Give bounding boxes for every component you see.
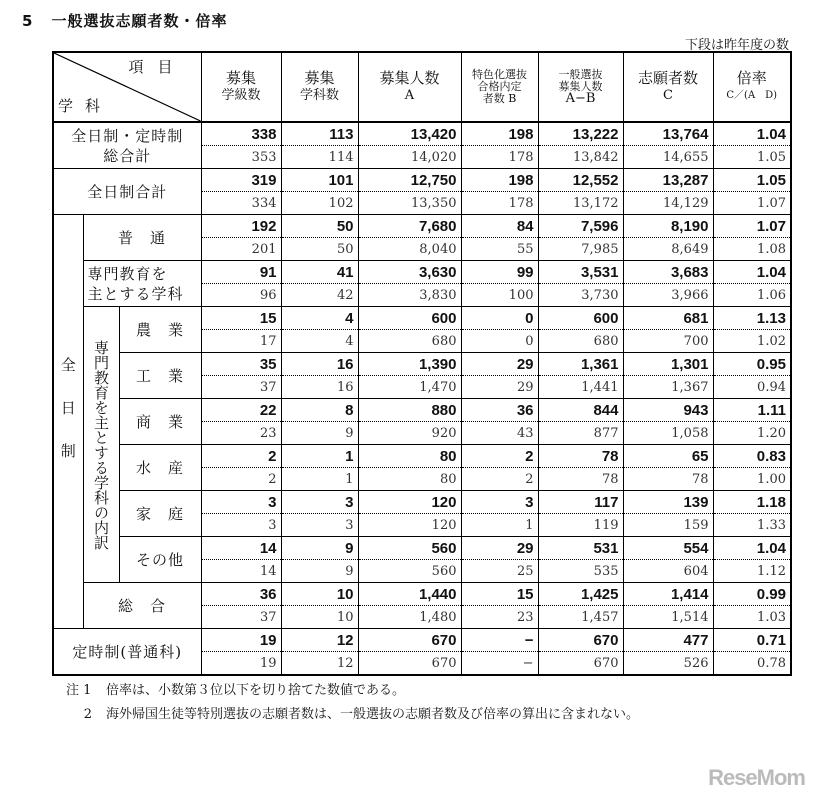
- current-value: 19: [201, 629, 281, 652]
- current-value: 36: [201, 583, 281, 606]
- current-value: 65: [623, 445, 713, 468]
- current-value: 1.13: [713, 307, 791, 330]
- previous-value: 1,470: [358, 376, 461, 399]
- lower-row-note: 下段は昨年度の数: [684, 38, 789, 53]
- column-header-top: 志願者数: [637, 69, 698, 87]
- current-value: 50: [281, 215, 358, 238]
- current-value: 4: [281, 307, 358, 330]
- current-value: 681: [623, 307, 713, 330]
- previous-value: 114: [281, 146, 358, 169]
- previous-value: 78: [538, 468, 623, 491]
- column-header-bottom: A: [404, 88, 415, 103]
- column-header: [623, 52, 713, 122]
- previous-value: 14: [201, 560, 281, 583]
- previous-value: 3: [201, 514, 281, 537]
- previous-value: 14,655: [623, 146, 713, 169]
- current-value: 600: [538, 307, 623, 330]
- section-title: [22, 10, 227, 31]
- previous-value: 920: [358, 422, 461, 445]
- previous-value: 17: [201, 330, 281, 353]
- group-specialized-breakdown: 専門教育を主とする学科の内訳: [83, 307, 119, 583]
- current-value: 29: [461, 353, 538, 376]
- section-title-text: 一般選抜志願者数・倍率: [51, 12, 228, 30]
- table-row-current: [53, 169, 791, 192]
- previous-value: 9: [281, 422, 358, 445]
- previous-value: 1.03: [713, 606, 791, 629]
- row-label: 水 産: [119, 445, 201, 491]
- group-fulltime: 全日制: [53, 215, 83, 629]
- current-value: 1: [281, 445, 358, 468]
- previous-value: 9: [281, 560, 358, 583]
- row-label: 全日制・定時制 総合計: [53, 122, 201, 169]
- current-value: 10: [281, 583, 358, 606]
- previous-value: 13,172: [538, 192, 623, 215]
- current-value: 8: [281, 399, 358, 422]
- row-label: 農 業: [119, 307, 201, 353]
- table-row-current: [53, 261, 791, 284]
- current-value: 99: [461, 261, 538, 284]
- previous-value: 1,058: [623, 422, 713, 445]
- previous-value: 670: [538, 652, 623, 676]
- row-label: 工 業: [119, 353, 201, 399]
- current-value: 198: [461, 169, 538, 192]
- previous-value: 119: [538, 514, 623, 537]
- column-header-top: 募集: [225, 69, 256, 87]
- table-row-current: [53, 491, 791, 514]
- current-value: 3: [461, 491, 538, 514]
- current-value: 670: [538, 629, 623, 652]
- previous-value: 80: [358, 468, 461, 491]
- current-value: 12,750: [358, 169, 461, 192]
- current-value: 1.04: [713, 122, 791, 146]
- previous-value: 14,020: [358, 146, 461, 169]
- previous-value: 1.20: [713, 422, 791, 445]
- table-row-current: [53, 445, 791, 468]
- current-value: 3,630: [358, 261, 461, 284]
- previous-value: 1,457: [538, 606, 623, 629]
- current-value: 8,190: [623, 215, 713, 238]
- previous-value: 700: [623, 330, 713, 353]
- previous-value: 25: [461, 560, 538, 583]
- current-value: 477: [623, 629, 713, 652]
- previous-value: 1.33: [713, 514, 791, 537]
- column-header: [358, 52, 461, 122]
- previous-value: 0.78: [713, 652, 791, 676]
- current-value: 13,420: [358, 122, 461, 146]
- current-value: 3: [201, 491, 281, 514]
- previous-value: 1,441: [538, 376, 623, 399]
- current-value: 91: [201, 261, 281, 284]
- footnotes: [66, 679, 639, 727]
- current-value: 9: [281, 537, 358, 560]
- previous-value: 23: [461, 606, 538, 629]
- previous-value: 100: [461, 284, 538, 307]
- previous-value: 8,040: [358, 238, 461, 261]
- current-value: 844: [538, 399, 623, 422]
- current-value: 1.04: [713, 537, 791, 560]
- previous-value: 680: [538, 330, 623, 353]
- current-value: 943: [623, 399, 713, 422]
- previous-value: 201: [201, 238, 281, 261]
- column-header: [461, 52, 538, 122]
- previous-value: 96: [201, 284, 281, 307]
- header-subject: 学科: [58, 97, 113, 115]
- column-header-bottom: C／(A D): [726, 90, 778, 101]
- row-label: 専門教育を 主とする学科: [83, 261, 201, 307]
- table-row-current: [53, 629, 791, 652]
- previous-value: 334: [201, 192, 281, 215]
- current-value: 0.83: [713, 445, 791, 468]
- current-value: −: [461, 629, 538, 652]
- current-value: 554: [623, 537, 713, 560]
- previous-value: 178: [461, 146, 538, 169]
- current-value: 1,361: [538, 353, 623, 376]
- table-row-current: [53, 399, 791, 422]
- current-value: 80: [358, 445, 461, 468]
- previous-value: 1,367: [623, 376, 713, 399]
- current-value: 12,552: [538, 169, 623, 192]
- column-header-bottom: 学級数: [221, 88, 261, 103]
- previous-value: 16: [281, 376, 358, 399]
- previous-value: 12: [281, 652, 358, 676]
- current-value: 41: [281, 261, 358, 284]
- column-header-top: 特色化選抜 合格内定 者数 B: [472, 68, 527, 105]
- section-number: 5: [22, 12, 34, 30]
- previous-value: 13,842: [538, 146, 623, 169]
- row-label: 商 業: [119, 399, 201, 445]
- previous-value: 670: [358, 652, 461, 676]
- previous-value: 1,514: [623, 606, 713, 629]
- row-label: 普 通: [83, 215, 201, 261]
- previous-value: 29: [461, 376, 538, 399]
- previous-value: 178: [461, 192, 538, 215]
- current-value: 1.07: [713, 215, 791, 238]
- current-value: 15: [461, 583, 538, 606]
- current-value: 0.71: [713, 629, 791, 652]
- previous-value: 7,985: [538, 238, 623, 261]
- row-label: 総 合: [83, 583, 201, 629]
- current-value: 198: [461, 122, 538, 146]
- current-value: 0.99: [713, 583, 791, 606]
- current-value: 35: [201, 353, 281, 376]
- previous-value: 78: [623, 468, 713, 491]
- previous-value: 526: [623, 652, 713, 676]
- previous-value: 50: [281, 238, 358, 261]
- previous-value: 55: [461, 238, 538, 261]
- current-value: 531: [538, 537, 623, 560]
- row-label: その他: [119, 537, 201, 583]
- previous-value: −: [461, 652, 538, 676]
- current-value: 2: [461, 445, 538, 468]
- current-value: 1,414: [623, 583, 713, 606]
- current-value: 7,680: [358, 215, 461, 238]
- current-value: 338: [201, 122, 281, 146]
- previous-value: 1.06: [713, 284, 791, 307]
- table-row-current: [53, 122, 791, 146]
- current-value: 15: [201, 307, 281, 330]
- resemom-logo: ReseMom: [708, 765, 805, 790]
- current-value: 84: [461, 215, 538, 238]
- column-header: [713, 52, 791, 122]
- table-row-current: [53, 307, 791, 330]
- diagonal-header-cell: [53, 52, 201, 122]
- previous-value: 13,350: [358, 192, 461, 215]
- previous-value: 1.12: [713, 560, 791, 583]
- current-value: 36: [461, 399, 538, 422]
- column-header-top: 一般選抜 募集人数: [558, 68, 603, 93]
- current-value: 22: [201, 399, 281, 422]
- current-value: 1.04: [713, 261, 791, 284]
- previous-value: 0.94: [713, 376, 791, 399]
- current-value: 14: [201, 537, 281, 560]
- current-value: 13,764: [623, 122, 713, 146]
- previous-value: 1,480: [358, 606, 461, 629]
- current-value: 319: [201, 169, 281, 192]
- previous-value: 43: [461, 422, 538, 445]
- current-value: 670: [358, 629, 461, 652]
- previous-value: 680: [358, 330, 461, 353]
- current-value: 13,287: [623, 169, 713, 192]
- previous-value: 560: [358, 560, 461, 583]
- previous-value: 3: [281, 514, 358, 537]
- current-value: 880: [358, 399, 461, 422]
- current-value: 120: [358, 491, 461, 514]
- header-item: 項目: [128, 58, 187, 76]
- previous-value: 535: [538, 560, 623, 583]
- current-value: 139: [623, 491, 713, 514]
- previous-value: 353: [201, 146, 281, 169]
- column-header-bottom: A−B: [565, 91, 596, 106]
- previous-value: 42: [281, 284, 358, 307]
- current-value: 1,301: [623, 353, 713, 376]
- previous-value: 3,730: [538, 284, 623, 307]
- current-value: 78: [538, 445, 623, 468]
- current-value: 13,222: [538, 122, 623, 146]
- row-label: 家 庭: [119, 491, 201, 537]
- previous-value: 604: [623, 560, 713, 583]
- row-label: 全日制合計: [53, 169, 201, 215]
- column-header-bottom: C: [663, 88, 673, 103]
- previous-value: 0: [461, 330, 538, 353]
- table-row-current: [53, 215, 791, 238]
- previous-value: 23: [201, 422, 281, 445]
- current-value: 113: [281, 122, 358, 146]
- column-header-top: 募集人数: [379, 69, 440, 87]
- previous-value: 37: [201, 606, 281, 629]
- current-value: 1,425: [538, 583, 623, 606]
- column-header-top: 募集: [304, 69, 335, 87]
- current-value: 3: [281, 491, 358, 514]
- table-row-current: [53, 353, 791, 376]
- previous-value: 2: [461, 468, 538, 491]
- previous-value: 8,649: [623, 238, 713, 261]
- footnote: 2 海外帰国生徒等特別選抜の志願者数は、一般選抜の志願者数及び倍率の算出に含まれない。: [83, 707, 640, 722]
- column-header: [201, 52, 281, 122]
- previous-value: 37: [201, 376, 281, 399]
- current-value: 3,531: [538, 261, 623, 284]
- current-value: 1,390: [358, 353, 461, 376]
- previous-value: 19: [201, 652, 281, 676]
- previous-value: 14,129: [623, 192, 713, 215]
- previous-value: 877: [538, 422, 623, 445]
- current-value: 192: [201, 215, 281, 238]
- current-value: 101: [281, 169, 358, 192]
- current-value: 560: [358, 537, 461, 560]
- current-value: 0.95: [713, 353, 791, 376]
- current-value: 2: [201, 445, 281, 468]
- current-value: 12: [281, 629, 358, 652]
- table-row-current: [53, 537, 791, 560]
- column-header: [538, 52, 623, 122]
- current-value: 1.18: [713, 491, 791, 514]
- previous-value: 102: [281, 192, 358, 215]
- previous-value: 159: [623, 514, 713, 537]
- current-value: 3,683: [623, 261, 713, 284]
- current-value: 600: [358, 307, 461, 330]
- previous-value: 4: [281, 330, 358, 353]
- footnote: 注 1 倍率は、小数第３位以下を切り捨てた数値である。: [66, 683, 406, 698]
- applicants-table: [52, 51, 792, 676]
- column-header: [281, 52, 358, 122]
- previous-value: 120: [358, 514, 461, 537]
- previous-value: 3,966: [623, 284, 713, 307]
- current-value: 16: [281, 353, 358, 376]
- previous-value: 10: [281, 606, 358, 629]
- table-row-current: [53, 583, 791, 606]
- header-row: [53, 52, 791, 122]
- previous-value: 1.02: [713, 330, 791, 353]
- current-value: 1.11: [713, 399, 791, 422]
- previous-value: 3,830: [358, 284, 461, 307]
- row-label: 定時制(普通科): [53, 629, 201, 676]
- previous-value: 1.05: [713, 146, 791, 169]
- column-header-top: 倍率: [736, 69, 767, 87]
- previous-value: 1.07: [713, 192, 791, 215]
- previous-value: 1.08: [713, 238, 791, 261]
- current-value: 1.05: [713, 169, 791, 192]
- current-value: 7,596: [538, 215, 623, 238]
- column-header-bottom: 学科数: [299, 88, 339, 103]
- previous-value: 1: [281, 468, 358, 491]
- previous-value: 1: [461, 514, 538, 537]
- current-value: 29: [461, 537, 538, 560]
- previous-value: 2: [201, 468, 281, 491]
- previous-value: 1.00: [713, 468, 791, 491]
- current-value: 0: [461, 307, 538, 330]
- current-value: 1,440: [358, 583, 461, 606]
- current-value: 117: [538, 491, 623, 514]
